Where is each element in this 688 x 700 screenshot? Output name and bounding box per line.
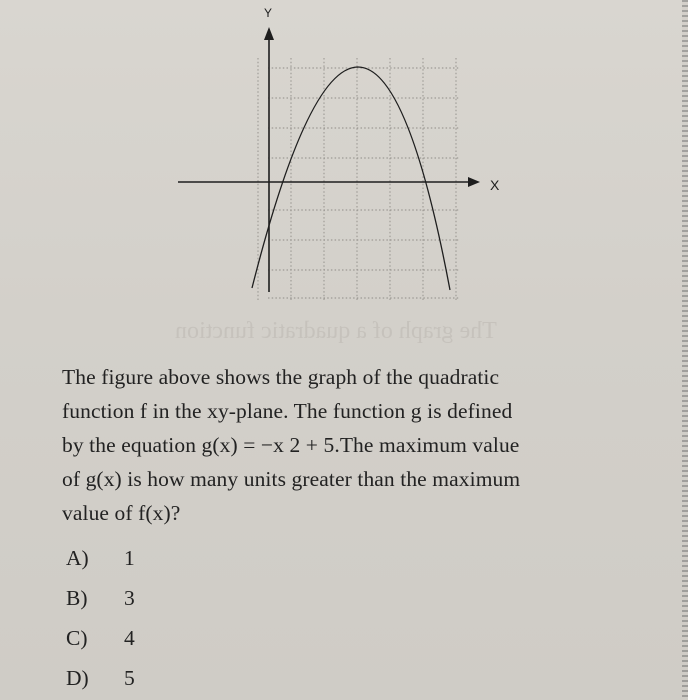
page-edge <box>682 0 688 700</box>
choice-value: 1 <box>124 545 135 570</box>
graph-svg <box>168 0 528 310</box>
choice-d[interactable] <box>66 658 135 698</box>
answer-choices <box>66 538 135 698</box>
quadratic-graph <box>168 0 528 310</box>
choice-value: 4 <box>124 625 135 650</box>
choice-c[interactable] <box>66 618 135 658</box>
question-line: value of f(x)? <box>62 501 181 525</box>
x-axis-arrow <box>468 177 480 187</box>
choice-letter: B) <box>66 585 88 610</box>
question-text <box>62 360 642 530</box>
choice-letter: A) <box>66 545 89 570</box>
choice-letter: C) <box>66 625 88 650</box>
grid <box>258 58 460 300</box>
y-axis-label: Y <box>264 6 273 20</box>
y-axis-arrow <box>264 27 274 40</box>
question-line: by the equation g(x) = −x 2 + 5.The maximum value <box>62 433 520 457</box>
choice-value: 5 <box>124 665 135 690</box>
question-line: of g(x) is how many units greater than the maximum <box>62 467 521 491</box>
choice-letter: D) <box>66 665 89 690</box>
question-line: The figure above shows the graph of the quadratic <box>62 365 500 389</box>
question-line: function f in the xy-plane. The function g is defined <box>62 399 513 423</box>
choice-value: 3 <box>124 585 135 610</box>
bleed-through-text: The graph of a quadratic function <box>175 318 497 344</box>
parabola-curve <box>252 67 450 290</box>
choice-b[interactable] <box>66 578 135 618</box>
choice-a[interactable] <box>66 538 135 578</box>
x-axis-label: X <box>490 177 500 193</box>
